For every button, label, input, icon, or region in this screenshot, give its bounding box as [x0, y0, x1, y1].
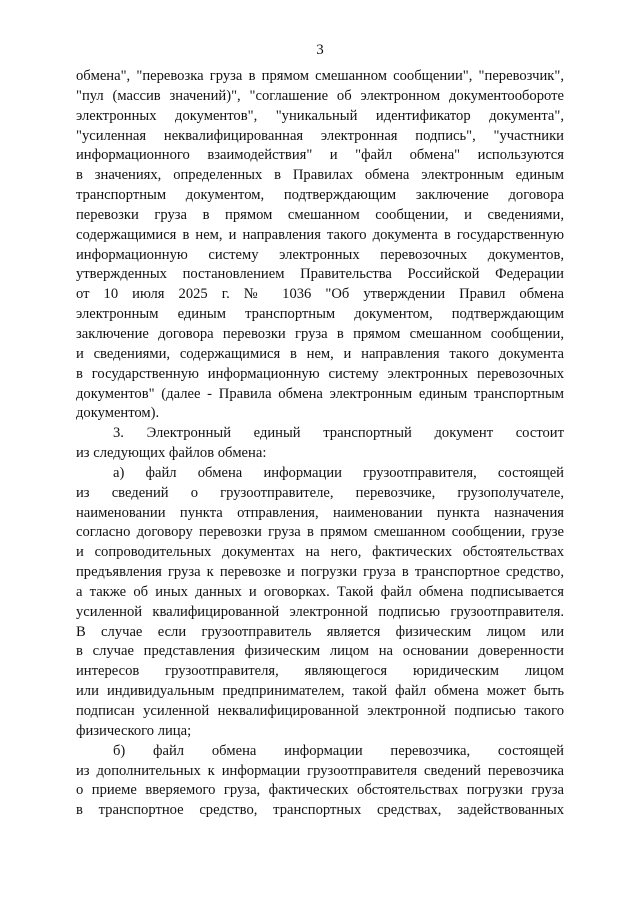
text-line: о приеме вверяемого груза, фактических обстоятельствах погрузки груза — [76, 782, 564, 799]
text-line: из дополнительных к информации грузоотправителя сведений перевозчика — [76, 762, 564, 779]
text-line: наименовании пункта отправления, наименовании пункта назначения — [76, 504, 564, 521]
text-line: в значениях, определенных в Правилах обмена электронным единым — [76, 167, 564, 184]
text-line: б) файл обмена информации перевозчика, состоящей — [113, 742, 564, 759]
page-number: 3 — [316, 42, 324, 58]
text-line: из сведений о грузоотправителе, перевозчике, грузополучателе, — [76, 484, 564, 501]
text-line: в случае представления физическим лицом на основании доверенности — [76, 643, 564, 660]
text-line: "усиленная неквалифицированная электронная подпись", "участники — [76, 127, 564, 144]
text-line: перевозки груза в прямом смешанном сообщении, и сведениями, — [76, 206, 564, 223]
text-line: подписан усиленной неквалифицированной электронной подписью такого — [76, 703, 564, 719]
text-line: документом). — [76, 405, 160, 422]
text-line: усиленной квалифицированной электронной подписью грузоотправителя. — [76, 603, 564, 620]
text-line: обмена", "перевозка груза в прямом смешанном сообщении", "перевозчик", — [76, 68, 564, 84]
text-line: а) файл обмена информации грузоотправителя, состоящей — [113, 464, 564, 481]
text-line: информационного взаимодействия" и "файл обмена" используются — [76, 147, 564, 164]
text-line: физического лица; — [76, 722, 192, 739]
text-line: транспортным документом, подтверждающим заключение договора — [76, 187, 564, 204]
text-line: и сведениями, содержащимися в нем, и направления такого документа — [76, 345, 564, 362]
text-line: а также об иных данных и оговорках. Такой файл обмена подписывается — [76, 583, 564, 600]
text-line: заключение договора перевозки груза в прямом смешанном сообщении, — [76, 325, 564, 342]
text-line: В случае если грузоотправитель является физическим лицом или — [76, 623, 564, 640]
text-line: интересов грузоотправителя, являющегося юридическим лицом — [76, 663, 564, 680]
text-line: согласно договору перевозки груза в прямом смешанном сообщении, грузе — [76, 524, 564, 541]
text-line: содержащимися в нем, и направления такого документа в государственную — [76, 226, 564, 243]
text-line: электронных документов", "уникальный идентификатор документа", — [76, 107, 564, 124]
text-line: в транспортное средство, транспортных средствах, задействованных — [76, 802, 564, 819]
text-line: утвержденных постановлением Правительства Российской Федерации — [76, 266, 564, 283]
text-line: документов" (далее - Правила обмена электронным единым транспортным — [76, 385, 564, 402]
text-line: 3. Электронный единый транспортный документ состоит — [113, 425, 564, 442]
text-line: и сопроводительных документах на него, фактических обстоятельствах — [76, 544, 564, 561]
text-line: предъявления груза к перевозке и погрузки груза в транспортное средство, — [76, 564, 564, 581]
text-line: из следующих файлов обмена: — [76, 445, 267, 462]
text-line: или индивидуальным предпринимателем, такой файл обмена может быть — [76, 683, 564, 700]
text-line: электронным единым транспортным документом, подтверждающим — [76, 306, 564, 323]
text-line: "пул (массив значений)", "соглашение об электронном документообороте — [76, 87, 564, 104]
text-line: в государственную информационную систему электронных перевозочных — [76, 365, 564, 382]
body-text — [76, 67, 564, 821]
text-line: от 10 июля 2025 г. № 1036 "Об утверждении Правил обмена — [76, 286, 564, 303]
text-line: информационную систему электронных перевозочных документов, — [76, 246, 564, 263]
